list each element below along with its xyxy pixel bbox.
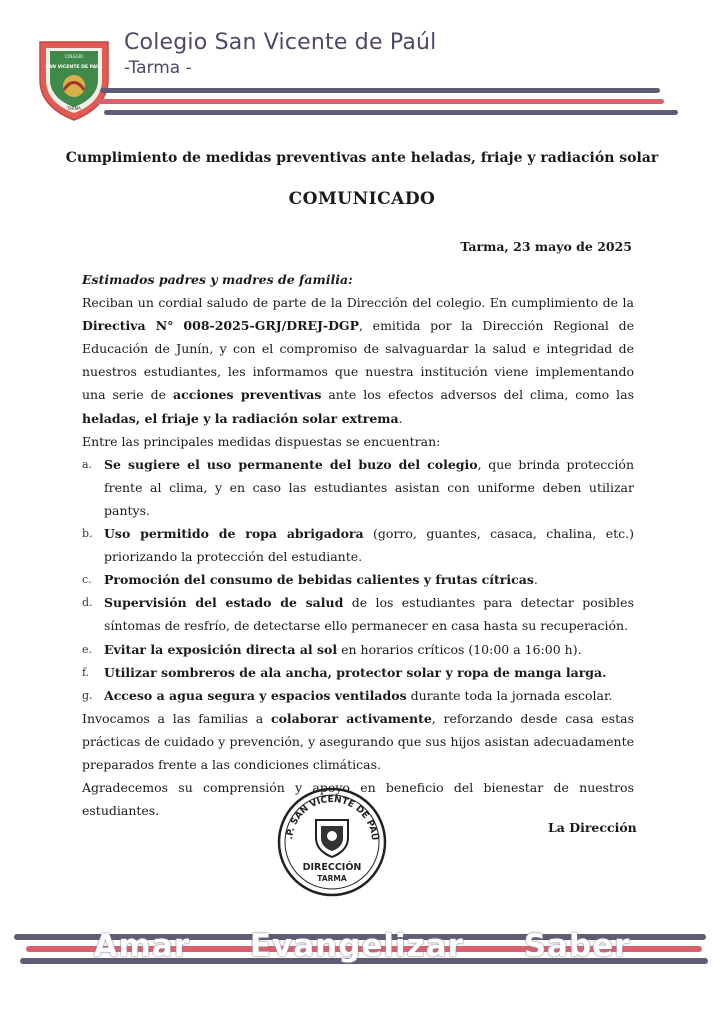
svg-text:DIRECCIÓN: DIRECCIÓN xyxy=(302,862,362,873)
letter-body xyxy=(82,268,634,822)
header-stripe-gray-2 xyxy=(104,110,678,115)
list-item: a. Se sugiere el uso permanente del buzo del colegio, que brinda protección frente al clima, y en caso las estudiantes asistan con uniforme deben utilizar pantys. xyxy=(82,456,634,518)
header-stripe-gray xyxy=(100,88,660,93)
svg-text:SAN VICENTE DE PAÚL: SAN VICENTE DE PAÚL xyxy=(45,65,103,70)
list-item: b. Uso permitido de ropa abrigadora (gorro, guantes, casaca, chalina, etc.) priorizando la protección del estudiante. xyxy=(82,526,634,565)
measures-intro: Entre las principales medidas dispuestas se encuentran: xyxy=(82,433,441,449)
svg-text:TARMA: TARMA xyxy=(67,106,81,111)
header-stripe-red xyxy=(96,99,664,104)
signature: La Dirección xyxy=(548,820,637,835)
list-item: g. Acceso a agua segura y espacios ventilados durante toda la jornada escolar. xyxy=(82,687,613,703)
direction-seal xyxy=(276,786,388,898)
footer-motto xyxy=(0,928,724,964)
document-title: COMUNICADO xyxy=(288,189,436,209)
motto-word: Saber xyxy=(523,928,631,964)
school-logo xyxy=(34,36,114,122)
intro-paragraph: Reciban un cordial saludo de parte de la Dirección del colegio. En cumplimiento de la Directiva N° 008-2025-GRJ/DREJ-DGP, emitida por la Dirección Regional de Educación de Junín, y con el compromiso de salvaguardar la salud e integridad de nuestros estudiantes, les informamos que nuestra institución viene implementando una serie de acciones preventivas ante los efectos adversos del clima, como las heladas, el friaje y la radiación solar extrema. xyxy=(82,295,635,426)
thanks-paragraph: Agradecemos su comprensión y apoyo en beneficio del bienestar de nuestros estudiantes. xyxy=(82,780,634,819)
list-item: f. Utilizar sombreros de ala ancha, protector solar y ropa de manga larga. xyxy=(82,664,607,680)
measures-list xyxy=(82,453,634,707)
motto-word: Amar xyxy=(93,928,191,964)
salutation: Estimados padres y madres de familia: xyxy=(82,272,353,287)
motto-word: Evangelizar xyxy=(249,928,464,964)
svg-text:COLEGIO: COLEGIO xyxy=(64,54,84,59)
list-item: e. Evitar la exposición directa al sol en horarios críticos (10:00 a 16:00 h). xyxy=(82,641,582,657)
school-city: -Tarma - xyxy=(124,58,192,78)
svg-text:C.P. SAN VICENTE DE PAÚL: .P. SAN VICENTE DE PAÚ xyxy=(285,794,380,841)
school-name: Colegio San Vicente de Paúl xyxy=(124,30,437,55)
document-subject: Cumplimiento de medidas preventivas ante heladas, friaje y radiación solar xyxy=(65,150,659,166)
list-item: d. Supervisión del estado de salud de los estudiantes para detectar posibles síntomas de resfrío, de detectarse ello permanecer en casa hasta su recuperación. xyxy=(82,595,634,634)
closing-paragraph: Invocamos a las familias a colaborar activamente, reforzando desde casa estas prácticas de cuidado y prevención, y asegurando que sus hijos asistan adecuadamente preparados frente a las condiciones climáticas. xyxy=(82,710,634,772)
svg-text:TARMA: TARMA xyxy=(317,874,347,883)
list-item: c. Promoción del consumo de bebidas calientes y frutas cítricas. xyxy=(82,572,538,588)
document-date: Tarma, 23 mayo de 2025 xyxy=(460,239,632,254)
